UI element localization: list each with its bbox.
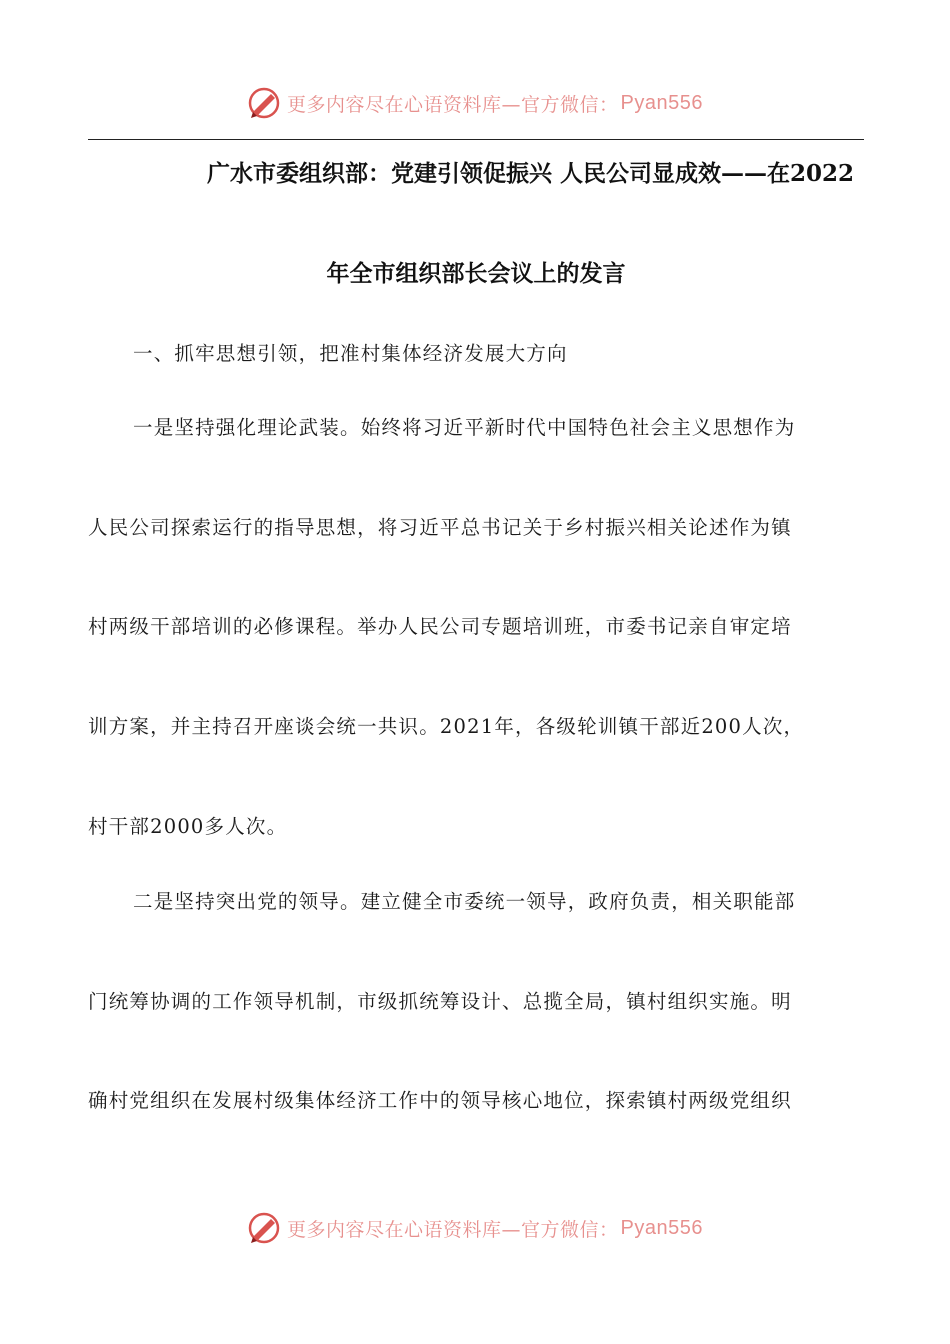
paragraph-1-line-4: 训方案，并主持召开座谈会统一共识。2021年，各级轮训镇干部近200人次， xyxy=(88,715,805,738)
paragraph-1-line-1: 一是坚持强化理论武装。始终将习近平新时代中国特色社会主义思想作为 xyxy=(133,416,796,439)
header-divider xyxy=(88,139,864,140)
watermark-text: 更多内容尽在心语资料库—官方微信： xyxy=(287,93,619,116)
section-heading: 一、抓牢思想引领，把准村集体经济发展大方向 xyxy=(133,342,568,365)
paragraph-1-line-3: 村两级干部培训的必修课程。举办人民公司专题培训班，市委书记亲自审定培 xyxy=(88,615,792,638)
paragraph-1-line-5: 村干部2000多人次。 xyxy=(88,815,288,838)
paragraph-2-line-1: 二是坚持突出党的领导。建立健全市委统一领导，政府负责，相关职能部 xyxy=(133,890,796,913)
paragraph-2-line-2: 门统筹协调的工作领导机制，市级抓统筹设计、总揽全局，镇村组织实施。明 xyxy=(88,990,792,1013)
document-title-line-2: 年全市组织部长会议上的发言 xyxy=(326,260,626,287)
pen-logo-icon xyxy=(247,1211,281,1245)
watermark-text: 更多内容尽在心语资料库—官方微信： xyxy=(287,1218,619,1241)
header-watermark xyxy=(0,86,950,120)
watermark-handle: Pyan556 xyxy=(620,1216,703,1239)
pen-logo-icon xyxy=(247,86,281,120)
paragraph-2-line-3: 确村党组织在发展村级集体经济工作中的领导核心地位，探索镇村两级党组织 xyxy=(88,1089,792,1112)
paragraph-1-line-2: 人民公司探索运行的指导思想，将习近平总书记关于乡村振兴相关论述作为镇 xyxy=(88,516,792,539)
document-title-line-1: 广水市委组织部：党建引领促振兴 人民公司显成效——在2022 xyxy=(206,160,854,187)
footer-watermark xyxy=(0,1211,950,1245)
watermark-handle: Pyan556 xyxy=(620,91,703,114)
